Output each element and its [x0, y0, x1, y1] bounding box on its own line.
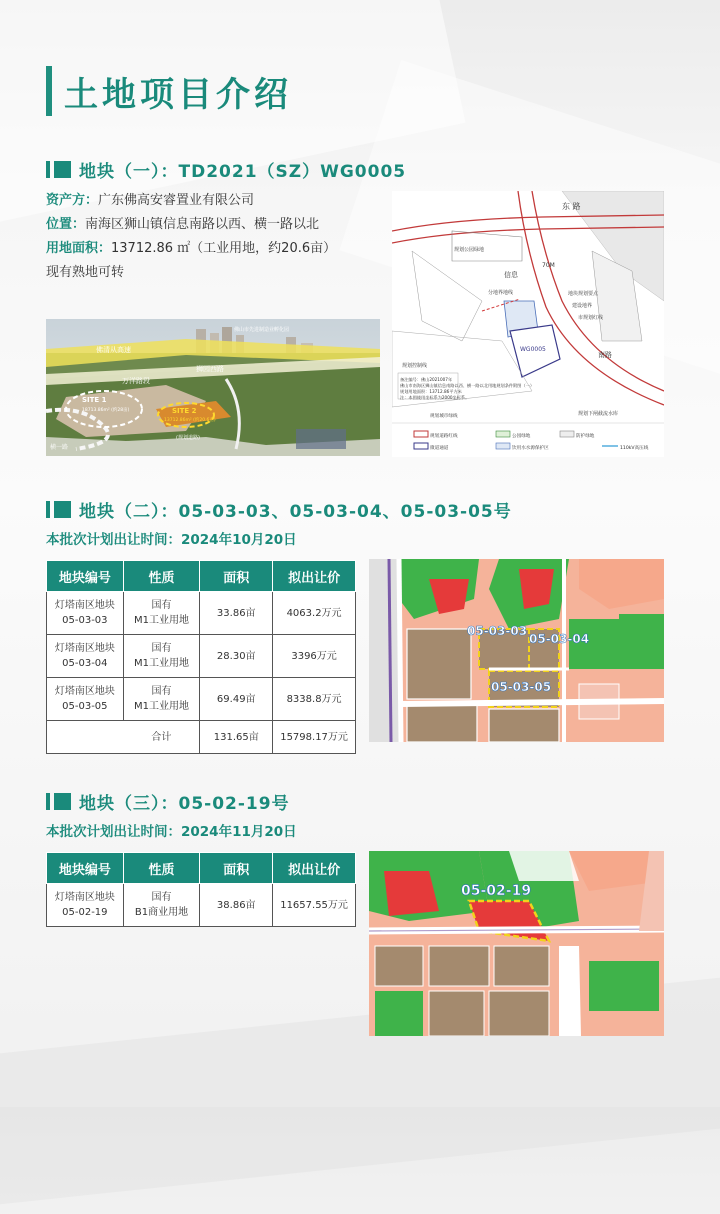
table-header-row	[47, 853, 356, 884]
page-title	[46, 66, 292, 116]
owner-value: 广东佛高安睿置业有限公司	[98, 193, 255, 208]
map-stamp: WG0005	[520, 346, 546, 353]
heading-square	[54, 161, 71, 178]
plot2-table	[46, 560, 356, 754]
plot3-heading	[46, 789, 290, 814]
table-header: 拟出让价	[273, 853, 356, 884]
map-legend-item: 微道通道	[430, 446, 449, 451]
cell-price: 3396万元	[273, 635, 356, 678]
table-header: 性质	[123, 561, 200, 592]
map-label-e: 规划公园绿地	[454, 247, 485, 253]
cell-total-area: 131.65亩	[200, 721, 273, 754]
plot1-aerial-photo	[46, 319, 380, 456]
cell-code: 灯塔南区地块 05-03-05	[47, 678, 124, 721]
map-legend-item: 110kV高压线	[620, 446, 649, 451]
map-label-d: 市规划红线	[578, 315, 604, 321]
page-title-text: 土地项目介绍	[64, 74, 292, 115]
aerial-site1: SITE 1	[82, 396, 107, 404]
heading-marker	[46, 161, 50, 178]
cell-nature: 国有 M1工业用地	[123, 592, 200, 635]
location-value: 南海区狮山镇信息南路以西、横一路以北	[85, 217, 320, 232]
aerial-label-park: 佛山市先进制造业孵化园	[234, 327, 290, 333]
plot2-heading-text: 地块（二）：05-03-03、05-03-04、05-03-05号	[79, 502, 512, 522]
heading-marker	[46, 793, 50, 810]
plot1-heading	[46, 157, 406, 182]
title-accent-bar	[46, 66, 52, 116]
cell-area: 69.49亩	[200, 678, 273, 721]
plot1-location	[46, 213, 319, 232]
cell-nature: 国有 M1工业用地	[123, 678, 200, 721]
table-header: 面积	[200, 561, 273, 592]
cell-nature: 国有 B1商业用地	[123, 884, 200, 927]
table-row	[47, 678, 356, 721]
map-notes-line: 规划用地面积：13712.86平方米	[400, 389, 462, 394]
aerial-site2: SITE 2	[172, 407, 197, 415]
table-header: 性质	[123, 853, 200, 884]
map-plot-label: 05-02-19	[461, 883, 532, 899]
map-label-c: 建设地界	[572, 303, 593, 309]
cell-price: 8338.8万元	[273, 678, 356, 721]
plot3-zoning-map	[369, 851, 664, 1036]
cell-total-label: 合计	[47, 721, 200, 754]
owner-label: 资产方：	[46, 193, 99, 208]
map-plot-label: 05-03-05	[491, 680, 552, 694]
cell-nature: 国有 M1工业用地	[123, 635, 200, 678]
map-plot-label: 05-03-04	[529, 632, 590, 646]
map-notes-line: 佛山市南海区狮山镇信息南路以西、横一路以北用地规划条件附图（一）	[400, 383, 535, 388]
note-text: 现有熟地可转	[46, 265, 125, 280]
aerial-label-wanyang: 万洋路段	[122, 377, 150, 385]
aerial-road-heng1: 横一路	[50, 444, 69, 451]
plot1-owner	[46, 189, 254, 208]
cell-area: 28.30亩	[200, 635, 273, 678]
map-plot-label: 05-03-03	[467, 624, 528, 638]
map-road-left: 信息	[504, 271, 518, 279]
table-row	[47, 884, 356, 927]
table-header: 地块编号	[47, 561, 124, 592]
cell-total-price: 15798.17万元	[273, 721, 356, 754]
map-road-bottom: 规划下闸截流水库	[578, 411, 619, 417]
plot2-heading	[46, 497, 512, 522]
plot1-heading-text: 地块（一）：TD2021（SZ）WG0005	[79, 162, 407, 182]
table-row	[47, 592, 356, 635]
plot3-schedule: 本批次计划出让时间：2024年11月20日	[46, 824, 297, 840]
plot2-schedule: 本批次计划出让时间：2024年10月20日	[46, 532, 297, 548]
location-label: 位置：	[46, 217, 86, 232]
plot1-area	[46, 237, 336, 256]
map-legend-item: 饮用水水源保护区	[512, 446, 549, 451]
table-header: 面积	[200, 853, 273, 884]
aerial-road-planned: (规划道路)	[176, 435, 200, 441]
cell-code: 灯塔南区地块 05-02-19	[47, 884, 124, 927]
map-label-b: 地块规划要点	[568, 291, 599, 297]
table-header: 拟出让价	[273, 561, 356, 592]
plot3-table	[46, 852, 356, 927]
cell-price: 4063.2万元	[273, 592, 356, 635]
map-road-top: 东 路	[562, 202, 581, 211]
area-value: 13712.86 ㎡（工业用地，约20.6亩）	[111, 241, 337, 256]
map-legend-item: 防护绿地	[576, 434, 595, 439]
cell-area: 33.86亩	[200, 592, 273, 635]
map-notes-line: 备注编号：佛山2021007年	[400, 377, 453, 382]
cell-price: 11657.55万元	[273, 884, 356, 927]
table-header: 地块编号	[47, 853, 124, 884]
aerial-label-highway: 佛清从高速	[96, 346, 131, 354]
heading-marker	[46, 501, 50, 518]
heading-square	[54, 501, 71, 518]
table-header-row	[47, 561, 356, 592]
heading-square	[54, 793, 71, 810]
map-legend-item: 规划城市绿线	[430, 414, 458, 419]
plot1-planning-map	[392, 191, 664, 457]
cell-area: 38.86亩	[200, 884, 273, 927]
map-road-right: 南路	[598, 351, 612, 359]
area-label: 用地面积：	[46, 241, 112, 256]
map-label-a: 分地界地线	[488, 290, 514, 296]
table-total-row	[47, 721, 356, 754]
aerial-site1-sub: 18713.86m² (约28亩)	[82, 408, 130, 413]
table-row	[47, 635, 356, 678]
plot2-zoning-map	[369, 559, 664, 742]
map-notes-line: 注：本图使用坐标系为2000坐标系。	[400, 395, 470, 400]
cell-code: 灯塔南区地块 05-03-04	[47, 635, 124, 678]
aerial-label-road: 狮园西路	[196, 365, 224, 373]
cell-code: 灯塔南区地块 05-03-03	[47, 592, 124, 635]
map-road-mark: 70M	[542, 262, 555, 269]
map-legend-item: 公园绿地	[512, 434, 531, 439]
map-legend-item: 规划道路红线	[430, 434, 458, 439]
plot3-heading-text: 地块（三）：05-02-19号	[79, 794, 290, 814]
plot1-note	[46, 261, 124, 280]
aerial-site2-sub: 13712.86m² (约20.6亩)	[164, 418, 216, 423]
map-label-f: 规划控制线	[402, 363, 428, 369]
